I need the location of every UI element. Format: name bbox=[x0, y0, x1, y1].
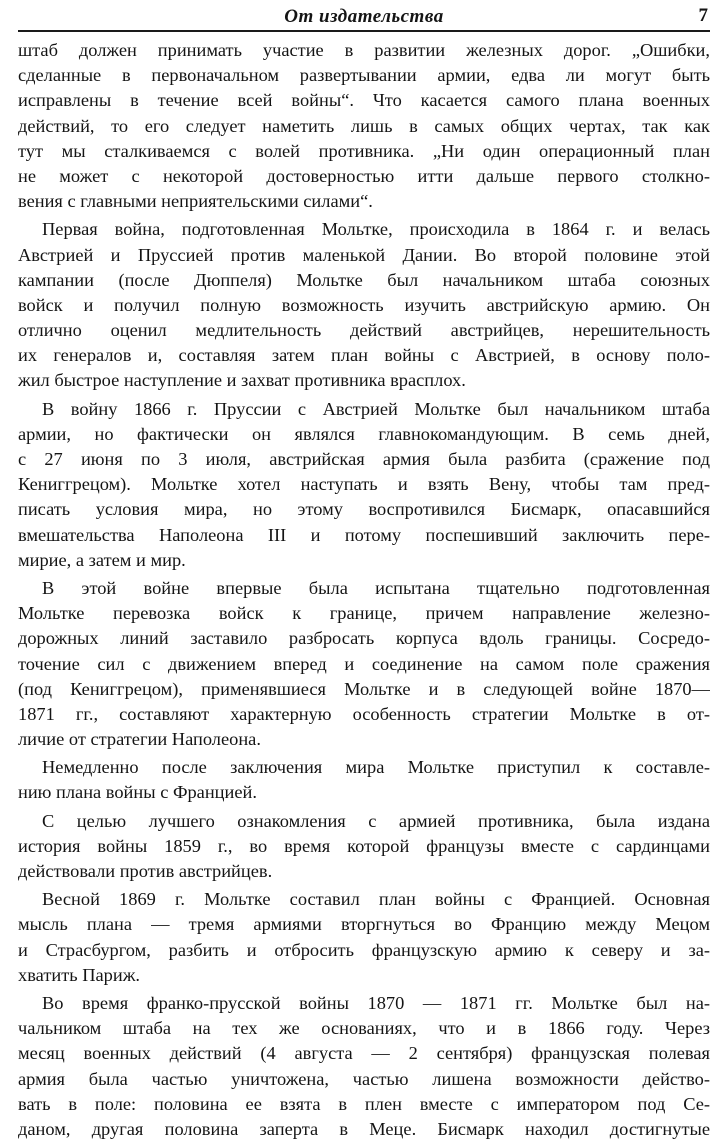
text-line: отлично оценил медлительность действий австрийцев, нерешительность bbox=[18, 320, 710, 341]
text-line: вения с главными неприятельскими силами“. bbox=[18, 191, 373, 212]
paragraph bbox=[18, 38, 710, 214]
text-line: хватить Париж. bbox=[18, 964, 141, 985]
text-line: вать в поле: половина ее взята в плен вместе с императором под Се- bbox=[18, 1093, 710, 1114]
paragraph bbox=[18, 755, 710, 805]
paragraph bbox=[18, 576, 710, 752]
text-line: чальником штаба на тех же основаниях, что и в 1866 году. Через bbox=[18, 1018, 710, 1039]
paragraph bbox=[18, 991, 710, 1142]
text-line: штаб должен принимать участие в развитии железных дорог. „Ошибки, bbox=[18, 40, 710, 60]
text-line: Во время франко-прусской войны 1870 — 1871 гг. Мольтке был на- bbox=[42, 992, 710, 1013]
running-header bbox=[18, 0, 710, 32]
text-line: с 27 июня по 3 июля, австрийская армия была разбита (сражение под bbox=[18, 449, 710, 469]
text-line: тут мы сталкиваемся с волей противника. „Ни один операционный план bbox=[18, 140, 710, 161]
text-line: действовали против австрийцев. bbox=[18, 861, 273, 881]
paragraph bbox=[18, 397, 710, 573]
text-line: история войны 1859 г., во время которой французы вместе с сардинцами bbox=[18, 835, 710, 856]
text-line: не может с некоторой достоверностью итти дальше первого столкно- bbox=[18, 165, 710, 186]
text-line: их генералов и, составляя затем план войны с Австрией, в основу поло- bbox=[18, 345, 710, 366]
paragraph bbox=[18, 887, 710, 988]
text-line: вмешательства Наполеона III и потому поспешивший заключить пере- bbox=[18, 524, 710, 545]
text-line: писать условия мира, но этому воспротивился Бисмарк, опасавшийся bbox=[18, 499, 710, 520]
text-line: Мольтке перевозка войск к границе, причем направление железно- bbox=[18, 603, 710, 624]
text-line: и Страсбургом, разбить и отбросить французскую армию к северу и за- bbox=[18, 939, 710, 960]
text-line: кампании (после Дюппеля) Мольтке был начальником штаба союзных bbox=[18, 269, 710, 290]
text-line: сделанные в первоначальном развертывании армии, едва ли могут быть bbox=[18, 65, 710, 86]
text-line: дорожных линий заставило разбросать корпуса вдоль границы. Сосредо- bbox=[18, 628, 710, 649]
text-line: (под Кениггрецом), применявшиеся Мольтке и в следующей войне 1870— bbox=[18, 678, 710, 699]
text-line: мирие, а затем и мир. bbox=[18, 549, 186, 570]
text-line: мысль плана — тремя армиями вторгнуться во Францию между Мецом bbox=[18, 914, 710, 935]
text-line: точение сил с движением вперед и соединение на самом поле сражения bbox=[18, 653, 710, 674]
text-line: В войну 1866 г. Пруссии с Австрией Мольтке был начальником штаба bbox=[42, 398, 710, 419]
page-number: 7 bbox=[698, 5, 708, 26]
text-line: месяц военных действий (4 августа — 2 сентября) французская полевая bbox=[18, 1043, 710, 1064]
text-line: С целью лучшего ознакомления с армией противника, была издана bbox=[42, 810, 710, 831]
text-line: нию плана войны с Францией. bbox=[18, 782, 257, 803]
text-line: даном, другая половина заперта в Меце. Бисмарк находил достигнутые bbox=[18, 1118, 710, 1139]
text-line: исправлены в течение всей войны“. Что касается самого плана военных bbox=[18, 90, 710, 111]
text-line: личие от стратегии Наполеона. bbox=[18, 729, 261, 750]
text-line: войск и получил полную возможность изучить австрийскую армию. Он bbox=[18, 294, 710, 315]
text-line: армия была частью уничтожена, частью лишена возможности действо- bbox=[18, 1068, 710, 1089]
paragraph bbox=[18, 809, 710, 885]
text-line: Кениггрецом). Мольтке хотел наступать и взять Вену, чтобы там пред- bbox=[18, 474, 710, 495]
text-line: действий, то его следует наметить лишь в самых общих чертах, так как bbox=[18, 115, 710, 136]
running-title: От издательства bbox=[284, 6, 444, 27]
text-line: 1871 гг., составляют характерную особенность стратегии Мольтке в от- bbox=[18, 703, 710, 724]
text-line: армии, но фактически он являлся главнокомандующим. В семь дней, bbox=[18, 423, 710, 444]
text-line: Первая война, подготовленная Мольтке, происходила в 1864 г. и велась bbox=[42, 219, 710, 240]
text-line: Весной 1869 г. Мольтке составил план войны с Францией. Основная bbox=[42, 889, 710, 910]
text-line: В этой войне впервые была испытана тщательно подготовленная bbox=[42, 577, 710, 598]
body-text bbox=[18, 38, 710, 1142]
paragraph bbox=[18, 217, 710, 393]
text-line: Австрией и Пруссией против маленькой Дании. Во второй половине этой bbox=[18, 244, 710, 265]
text-line: Немедленно после заключения мира Мольтке приступил к составле- bbox=[42, 757, 710, 778]
text-line: жил быстрое наступление и захват противника врасплох. bbox=[18, 370, 466, 391]
